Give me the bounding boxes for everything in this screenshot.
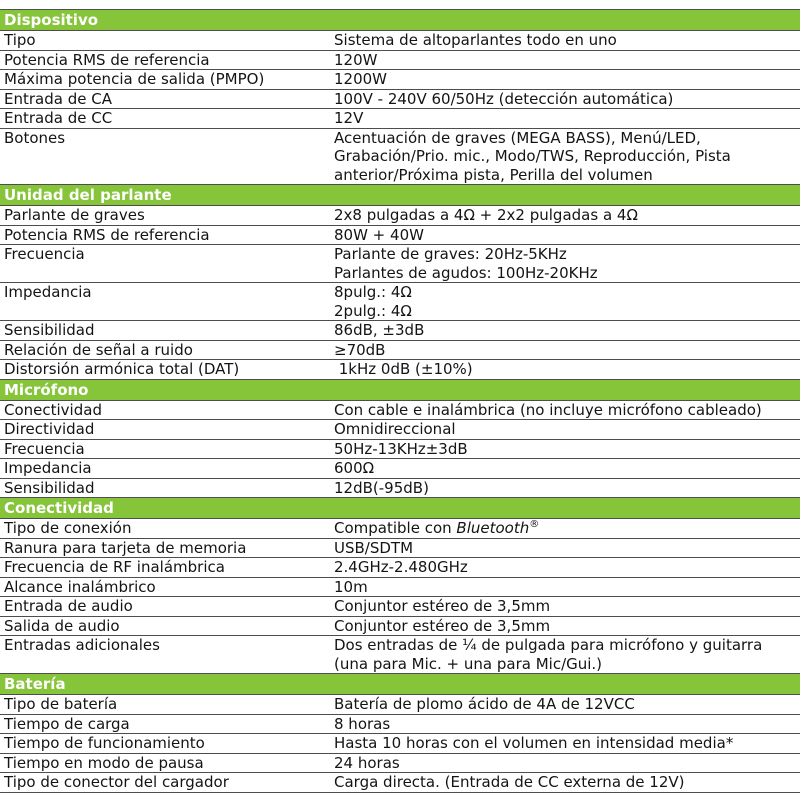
spec-row (0, 518, 800, 538)
spec-value-line (334, 773, 800, 792)
spec-value-text: (una para Mic. + una para Mic/Gui.) (334, 654, 603, 673)
spec-row (0, 225, 800, 245)
spec-value (332, 283, 800, 320)
spec-label: Tipo (4, 31, 36, 49)
spec-label: Tipo de conexión (4, 519, 132, 537)
spec-value-text: Carga directa. (Entrada de CC externa de 12V) (334, 773, 685, 791)
spec-value-line (334, 558, 800, 577)
spec-label: Impedancia (4, 283, 92, 301)
spec-value-line (334, 401, 800, 420)
spec-row (0, 359, 800, 379)
spec-value-text: 600Ω (334, 459, 375, 477)
spec-value-line (334, 420, 800, 439)
spec-value-text: Parlantes de agudos: 100Hz-20KHz (334, 263, 598, 282)
spec-row (0, 320, 800, 340)
spec-label: Entradas adicionales (4, 636, 160, 654)
spec-value-text: 120W (334, 50, 378, 69)
spec-label: Salida de audio (4, 616, 120, 635)
spec-label: Relación de señal a ruido (4, 340, 193, 359)
spec-label: Potencia RMS de referencia (4, 50, 210, 69)
spec-label: Directividad (4, 420, 95, 438)
spec-value-text: ≥70dB (334, 340, 386, 359)
spec-row (0, 340, 800, 360)
spec-value-line (334, 734, 800, 753)
spec-value-text: Conjuntor estéreo de 3,5mm (334, 597, 551, 615)
spec-value (332, 401, 800, 420)
spec-value-line (334, 479, 800, 498)
spec-row (0, 282, 800, 320)
spec-row (0, 478, 800, 498)
spec-label: Máxima potencia de salida (PMPO) (4, 70, 265, 88)
spec-value-line (334, 226, 800, 245)
spec-label: Impedancia (4, 459, 92, 477)
section-header-microfono: Micrófono (0, 379, 800, 400)
spec-value-line (334, 129, 800, 148)
spec-label: Distorsión armónica total (DAT) (4, 360, 240, 378)
spec-value (332, 90, 800, 109)
spec-label: Botones (4, 128, 66, 147)
spec-label: Frecuencia (4, 439, 85, 458)
spec-value-text: Compatible con (334, 519, 457, 537)
spec-row (0, 596, 800, 616)
spec-row (0, 577, 800, 597)
spec-value-text: 86dB, ±3dB (334, 321, 425, 339)
spec-label: Sensibilidad (4, 478, 95, 497)
spec-value-text: 12V (334, 109, 364, 127)
spec-row (0, 772, 800, 792)
spec-row (0, 616, 800, 636)
spec-value-text: Dos entradas de ¼ de pulgada para micrófono y guitarra (334, 636, 763, 654)
spec-value-line (334, 31, 800, 50)
spec-value-line (334, 166, 800, 185)
spec-value-text: 50Hz-13KHz±3dB (334, 439, 468, 458)
spec-value (332, 341, 800, 360)
spec-value (332, 479, 800, 498)
spec-label: Tipo de batería (4, 695, 118, 713)
spec-value (332, 70, 800, 89)
spec-value-line (334, 655, 800, 674)
spec-value (332, 420, 800, 439)
spec-value-line (334, 360, 800, 379)
spec-value (332, 360, 800, 379)
spec-value-text: Conjuntor estéreo de 3,5mm (334, 616, 551, 635)
spec-value-text: 2.4GHz-2.480GHz (334, 558, 468, 576)
spec-label: Tipo de conector del cargador (4, 773, 229, 791)
spec-value (332, 539, 800, 558)
spec-row (0, 89, 800, 109)
spec-row (0, 30, 800, 50)
spec-value-line (334, 245, 800, 264)
spec-value-text: 1200W (334, 70, 388, 88)
section-header-bateria: Batería (0, 673, 800, 694)
spec-value (332, 734, 800, 753)
spec-label: Entrada de audio (4, 597, 133, 615)
spec-label: Conectividad (4, 400, 102, 419)
spec-label: Ranura para tarjeta de memoria (4, 538, 247, 557)
spec-value (332, 459, 800, 478)
spec-value-text: Omnidireccional (334, 420, 456, 438)
spec-value-line (334, 264, 800, 283)
spec-value (332, 226, 800, 245)
section-header-unidad-del-parlante: Unidad del parlante (0, 184, 800, 205)
spec-value (332, 245, 800, 282)
spec-value-line (334, 715, 800, 734)
spec-row (0, 694, 800, 714)
spec-value-text: 24 horas (334, 753, 400, 772)
spec-label: Alcance inalámbrico (4, 577, 156, 596)
spec-value-line (334, 206, 800, 225)
spec-value-line (334, 578, 800, 597)
registered-mark: ® (529, 519, 540, 530)
spec-row (0, 753, 800, 773)
spec-label: Entrada de CC (4, 109, 113, 127)
spec-value-line (334, 341, 800, 360)
spec-value-text: 2x8 pulgadas a 4Ω + 2x2 pulgadas a 4Ω (334, 206, 638, 224)
spec-row (0, 205, 800, 225)
spec-value (332, 773, 800, 792)
spec-label: Frecuencia (4, 245, 85, 263)
spec-value (332, 597, 800, 616)
spec-value-text: Batería de plomo ácido de 4A de 12VCC (334, 695, 635, 713)
spec-value (332, 636, 800, 673)
spec-row (0, 69, 800, 89)
bluetooth-trademark: Bluetooth (456, 519, 530, 537)
spec-value (332, 109, 800, 128)
spec-row (0, 128, 800, 185)
spec-label: Sensibilidad (4, 321, 95, 339)
spec-value-text: 8 horas (334, 714, 391, 733)
spec-row (0, 400, 800, 420)
spec-value (332, 51, 800, 70)
spec-value (332, 558, 800, 577)
section-header-conectividad: Conectividad (0, 497, 800, 518)
table-bottom-rule (0, 792, 800, 793)
spec-row (0, 419, 800, 439)
spec-value (332, 31, 800, 50)
spec-row (0, 538, 800, 558)
spec-row (0, 439, 800, 459)
spec-value-text: Acentuación de graves (MEGA BASS), Menú/LED, (334, 128, 701, 147)
spec-label: Tiempo en modo de pausa (4, 753, 204, 772)
spec-value (332, 754, 800, 773)
spec-value (332, 617, 800, 636)
spec-label: Tiempo de funcionamiento (4, 734, 205, 752)
spec-value-line (334, 695, 800, 714)
spec-label: Entrada de CA (4, 89, 112, 108)
spec-row (0, 50, 800, 70)
spec-row (0, 557, 800, 577)
spec-label: Parlante de graves (4, 206, 145, 224)
spec-value (332, 206, 800, 225)
spec-value-line (334, 321, 800, 340)
spec-value-text: 1kHz 0dB (±10%) (334, 360, 473, 378)
spec-value (332, 440, 800, 459)
spec-value-line (334, 283, 800, 302)
spec-value-text: 100V - 240V 60/50Hz (detección automática) (334, 89, 674, 108)
spec-value-line (334, 754, 800, 773)
spec-value-text: 12dB(-95dB) (334, 478, 429, 497)
spec-value-line (334, 70, 800, 89)
spec-value (332, 129, 800, 185)
spec-value-text: Parlante de graves: 20Hz-5KHz (334, 245, 567, 263)
spec-value-line (334, 440, 800, 459)
spec-value-line (334, 539, 800, 558)
spec-value-line (334, 459, 800, 478)
spec-value-text: anterior/Próxima pista, Perilla del volumen (334, 165, 653, 184)
spec-row (0, 733, 800, 753)
spec-value-text: 8pulg.: 4Ω (334, 283, 412, 301)
spec-row (0, 244, 800, 282)
spec-value-line (334, 109, 800, 128)
spec-label: Tiempo de carga (4, 714, 130, 733)
spec-row (0, 108, 800, 128)
spec-row (0, 458, 800, 478)
spec-value-line (334, 597, 800, 616)
spec-value-text: Hasta 10 horas con el volumen en intensidad media* (334, 734, 734, 752)
spec-value-line (334, 90, 800, 109)
spec-value (332, 578, 800, 597)
spec-value-text: 2pulg.: 4Ω (334, 301, 412, 320)
spec-value-line (334, 636, 800, 655)
spec-value (332, 715, 800, 734)
spec-row (0, 714, 800, 734)
spec-value-text: Sistema de altoparlantes todo en uno (334, 31, 617, 49)
spec-value-text: 80W + 40W (334, 225, 424, 244)
spec-label: Frecuencia de RF inalámbrica (4, 558, 225, 576)
spec-value-line (334, 617, 800, 636)
spec-value-text: Grabación/Prio. mic., Modo/TWS, Reproducción, Pista (334, 147, 731, 165)
spec-value (332, 519, 800, 538)
spec-value-line (334, 147, 800, 166)
spec-label: Potencia RMS de referencia (4, 225, 210, 244)
spec-value-line (334, 51, 800, 70)
spec-row (0, 635, 800, 673)
spec-value (332, 695, 800, 714)
spec-value-text: USB/SDTM (334, 538, 414, 557)
section-header-dispositivo: Dispositivo (0, 9, 800, 30)
spec-value-text: 10m (334, 577, 368, 596)
spec-value (332, 321, 800, 340)
spec-value-line (334, 519, 800, 538)
spec-value-text: Con cable e inalámbrica (no incluye micrófono cableado) (334, 400, 762, 419)
spec-value-line (334, 302, 800, 321)
